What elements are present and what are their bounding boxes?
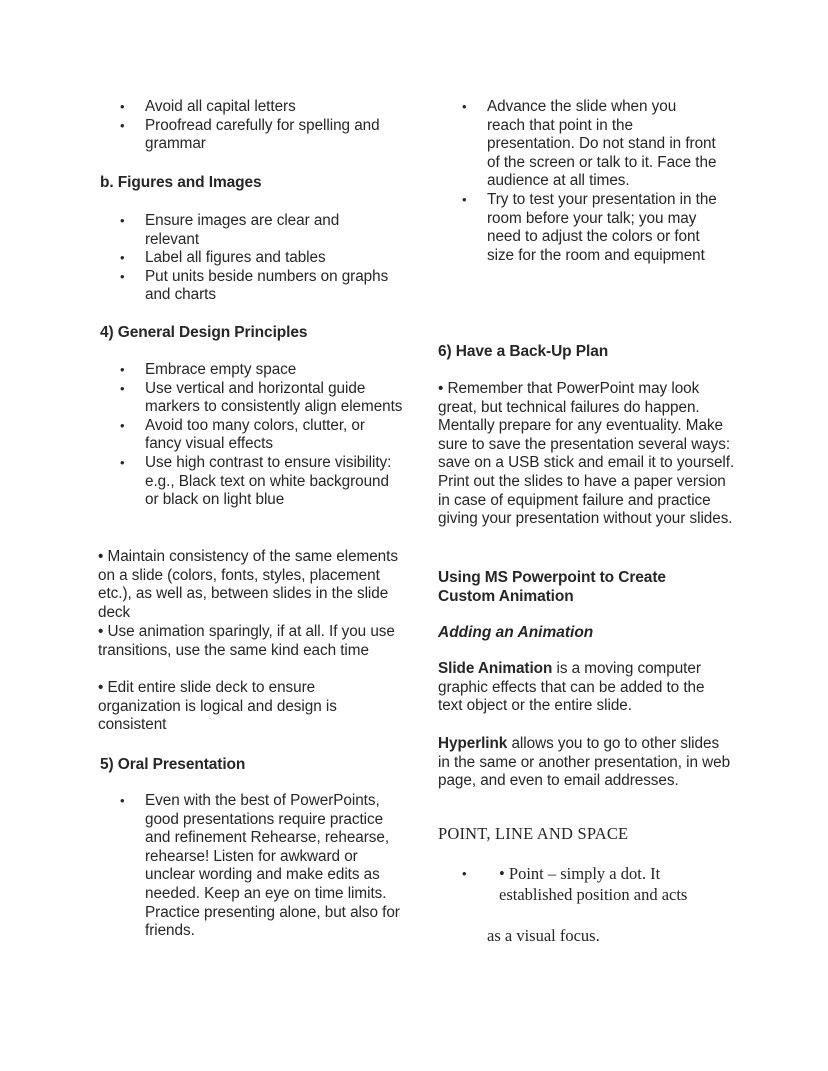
list-item <box>120 117 400 154</box>
list-item <box>462 863 722 905</box>
heading-using-ms-powerpoint: Using MS Powerpoint to Create Custom Animation <box>438 569 666 605</box>
hyperlink-paragraph <box>438 735 733 791</box>
bullet-icon: • <box>120 362 125 377</box>
list-item-text: Avoid all capital letters <box>145 98 296 115</box>
list-item <box>120 380 405 417</box>
heading-have-a-backup-plan: 6) Have a Back-Up Plan <box>438 343 609 360</box>
list-item-text: Try to test your presentation in the room before your talk; you may need to adjust the colors or font size for the room and equipment <box>487 190 717 264</box>
oral-bullet-list <box>120 792 405 941</box>
list-item <box>120 268 395 305</box>
list-item-text: Put units beside numbers on graphs and charts <box>145 267 389 304</box>
design-paragraph-2: • Use animation sparingly, if at all. If you use transitions, use the same kind each time <box>98 623 395 659</box>
list-item-text: Use vertical and horizontal guide markers to consistently align elements <box>145 379 403 416</box>
list-item-text: Embrace empty space <box>145 361 297 378</box>
bullet-icon: • <box>462 866 467 881</box>
list-item <box>462 191 717 265</box>
list-item-text: Advance the slide when you reach that point in the presentation. Do not stand in front of the screen or talk to it. Face the audience at all times. <box>487 98 717 190</box>
bullet-icon: • <box>462 191 467 207</box>
design-paragraph-3: • Edit entire slide deck to ensure organization is logical and design is consistent <box>98 679 337 734</box>
figures-bullet-list <box>120 212 395 305</box>
right-top-bullet-list <box>462 98 717 265</box>
list-item <box>120 98 400 117</box>
bullet-icon: • <box>120 117 125 133</box>
slide-animation-term: Slide Animation <box>438 660 553 677</box>
bullet-icon: • <box>120 99 125 114</box>
list-item-text: Use high contrast to ensure visibility: e.g., Black text on white background or black on light blue <box>145 453 392 509</box>
heading-adding-an-animation: Adding an Animation <box>438 624 594 641</box>
hyperlink-term: Hyperlink <box>438 735 508 752</box>
design-bullet-list <box>120 361 405 510</box>
slide-animation-paragraph <box>438 660 730 716</box>
slide-animation-definition: is a moving computer graphic effects that can be added to the text object or the entire slide. <box>438 660 705 715</box>
heading-oral-presentation: 5) Oral Presentation <box>100 756 246 773</box>
bullet-icon: • <box>120 793 125 808</box>
hyperlink-definition: allows you to go to other slides in the same or another presentation, in web page, and even to email addresses. <box>438 735 731 790</box>
list-item <box>120 212 395 249</box>
list-item-text: Ensure images are clear and relevant <box>145 212 340 248</box>
bullet-icon: • <box>120 268 125 284</box>
list-item <box>120 417 405 454</box>
list-item-text: Even with the best of PowerPoints, good presentations require practice and refinement Rehearse, rehearse, rehearse! Listen for awkward or unclear wording and make edits as needed. Keep an eye on time limits. Practice presenting alone, but also for friends. <box>145 792 400 940</box>
list-item <box>462 98 717 191</box>
bullet-icon: • <box>120 380 125 396</box>
list-item <box>120 361 405 380</box>
heading-figures-and-images: b. Figures and Images <box>100 174 262 191</box>
list-item <box>120 249 395 268</box>
bullet-icon: • <box>120 250 125 266</box>
list-item-text: Avoid too many colors, clutter, or fancy visual effects <box>145 416 365 453</box>
list-item-text: Proofread carefully for spelling and grammar <box>145 116 380 153</box>
bullet-icon: • <box>120 454 125 470</box>
list-item-text: • Point – simply a dot. It established position and acts <box>499 864 688 904</box>
backup-plan-paragraph: • Remember that PowerPoint may look great, but technical failures do happen. Mentally prepare for any eventuality. Make sure to save the presentation several ways: save on a USB stick and email it to yourself. Print out the slides to have a paper version in case of equipment failure and practice giving your presentation without your slides. <box>438 380 735 528</box>
right-column <box>420 0 828 1071</box>
bullet-icon: • <box>120 417 125 433</box>
left-top-bullet-list <box>120 98 400 154</box>
point-trailing-line: as a visual focus. <box>487 926 600 945</box>
list-item <box>120 454 405 510</box>
heading-general-design-principles: 4) General Design Principles <box>100 324 308 341</box>
point-bullet-list <box>462 863 722 905</box>
bullet-icon: • <box>462 99 467 114</box>
heading-point-line-and-space: POINT, LINE AND SPACE <box>438 824 629 843</box>
list-item <box>120 792 405 941</box>
list-item-text: Label all figures and tables <box>145 249 326 267</box>
bullet-icon: • <box>120 213 125 228</box>
design-paragraph-1: • Maintain consistency of the same elements on a slide (colors, fonts, styles, placement etc.), as well as, between slides in the slide deck <box>98 548 398 621</box>
